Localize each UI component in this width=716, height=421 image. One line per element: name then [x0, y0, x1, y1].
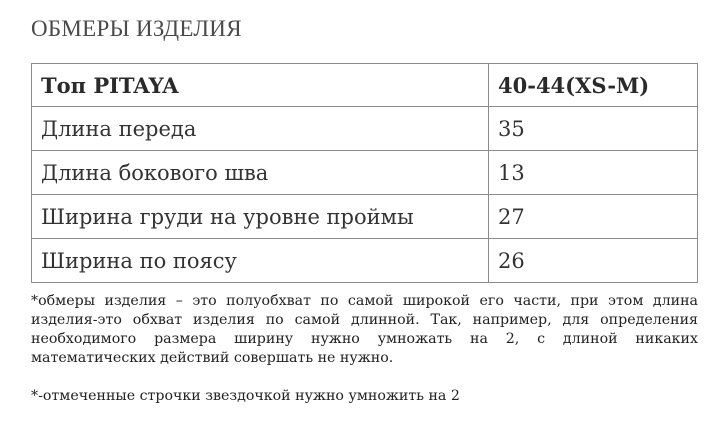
row-label-waist-width: Ширина по поясу	[32, 239, 489, 283]
measurement-note: *обмеры изделия – это полуобхват по самой широкой его части, при этом длина изделия-это обхват изделия по самой длинной. Так, например, для определения необходимого размера ширину нужно умножать на 2, с длиной никаких математических действий совершать не нужно.	[31, 293, 698, 366]
row-value-front-length: 35	[489, 107, 698, 151]
table-row	[32, 107, 698, 151]
row-value-side-seam-length: 13	[489, 151, 698, 195]
row-label-front-length: Длина переда	[32, 107, 489, 151]
table-row	[32, 151, 698, 195]
row-value-chest-width: 27	[489, 195, 698, 239]
table-header-row	[32, 64, 698, 107]
table-row	[32, 195, 698, 239]
table-row	[32, 239, 698, 283]
page-title: ОБМЕРЫ ИЗДЕЛИЯ	[31, 16, 242, 41]
row-value-waist-width: 26	[489, 239, 698, 283]
header-product-name: Топ PITAYA	[32, 64, 489, 107]
row-label-chest-width: Ширина груди на уровне проймы	[32, 195, 489, 239]
header-size-range: 40-44(XS-M)	[489, 64, 698, 107]
size-table	[31, 63, 698, 283]
asterisk-note: *-отмеченные строчки звездочкой нужно умножить на 2	[31, 388, 460, 404]
row-label-side-seam-length: Длина бокового шва	[32, 151, 489, 195]
